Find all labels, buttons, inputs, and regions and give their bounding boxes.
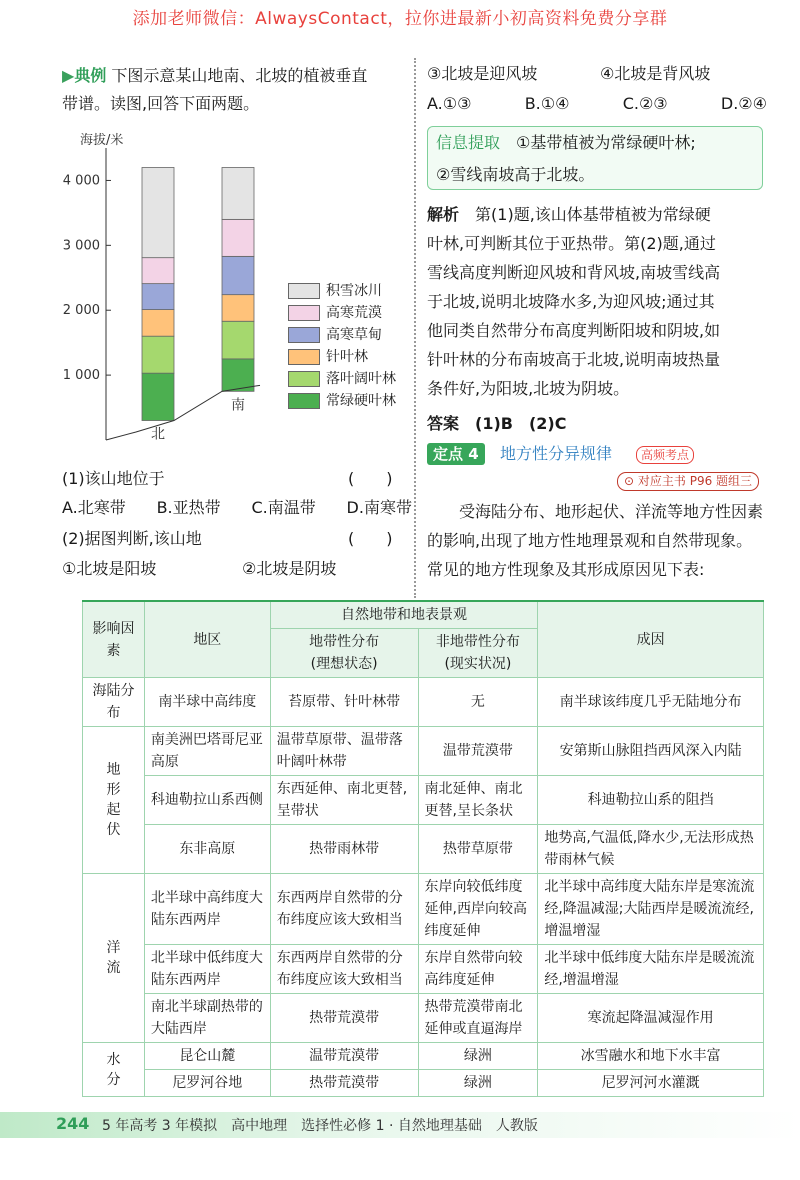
region-cell: 科迪勒拉山系西侧 [144,776,270,825]
analysis-line: 叶林,可判断其位于亚热带。第(2)题,通过 [427,234,716,253]
legend-label: 针叶林 [326,349,368,365]
legend-swatch [288,349,320,365]
table-row [83,678,764,727]
example-intro: 下图示意某山地南、北坡的植被垂直 [111,66,368,85]
bar-segment [142,336,174,373]
option-d[interactable]: D.②④ [720,94,767,113]
cause-cell: 安第斯山脉阻挡西风深入内陆 [538,727,764,776]
zonal-cell: 苔原带、针叶林带 [270,678,418,727]
header-zonal: 地带性分布 (理想状态) [270,629,418,678]
legend-item [288,302,396,324]
y-tick-label: 2 000 [62,303,100,319]
column-divider [414,58,416,598]
region-cell: 北半球中高纬度大陆东西两岸 [144,874,270,945]
nonzonal-cell: 热带草原带 [418,825,538,874]
header-nonzonal: 非地带性分布 (现实状况) [418,629,538,678]
body-line: 受海陆分布、地形起伏、洋流等地方性因素 [459,502,764,521]
analysis-line: 他同类自然带分布高度判断阳坡和阴坡,如 [427,321,721,340]
table-row [83,945,764,994]
option-a[interactable]: A.①③ [427,94,472,113]
region-cell: 南半球中高纬度 [144,678,270,727]
legend-swatch [288,283,320,299]
y-tick-label: 3 000 [62,238,100,254]
cause-cell: 南半球该纬度几乎无陆地分布 [538,678,764,727]
legend-swatch [288,393,320,409]
analysis-line: 于北坡,说明北坡降水多,为迎风坡;通过其 [427,292,715,311]
zonal-cell: 东西两岸自然带的分布纬度应该大致相当 [270,945,418,994]
page-number: 244 [56,1114,90,1133]
legend-label: 常绿硬叶林 [326,393,396,409]
analysis-line: 雪线高度判断迎风坡和背风坡,南坡雪线高 [427,263,721,282]
zonal-cell: 热带荒漠带 [270,1070,418,1097]
bar-segment [222,295,254,322]
bar-segment [142,373,174,420]
legend-label: 积雪冰川 [326,283,382,299]
region-cell: 北半球中低纬度大陆东西两岸 [144,945,270,994]
info-box [427,126,763,190]
analysis-line: 第(1)题,该山体基带植被为常绿硬 [475,205,711,224]
bar-segment [222,219,254,256]
zonal-cell: 温带草原带、温带落叶阔叶林带 [270,727,418,776]
legend-item [288,324,396,346]
question-2-options [427,92,767,116]
cause-cell: 冰雪融水和地下水丰富 [538,1043,764,1070]
legend-item [288,368,396,390]
header-factor: 影响因素 [83,601,145,678]
hot-topic-badge: 高频考点 [636,446,694,464]
table-row [83,727,764,776]
zonal-cell: 东西两岸自然带的分布纬度应该大致相当 [270,874,418,945]
option-c[interactable]: C.南温带 [251,498,316,517]
table-row [83,1070,764,1097]
watermark: 添加老师微信：AlwaysContact，拉你进最新小初高资料免费分享群 [132,9,668,29]
y-tick-label: 4 000 [62,173,100,189]
zonal-cell: 东西延伸、南北更替,呈带状 [270,776,418,825]
question-2-item-4: ④北坡是背风坡 [600,64,711,83]
factor-cell: 水分 [83,1043,145,1097]
table-row [83,1043,764,1070]
analysis-tag: 解析 [427,205,460,224]
zonal-cell: 热带雨林带 [270,825,418,874]
legend-item [288,280,396,302]
body-line: 的影响,出现了地方性地理景观和自然带现象。 [427,531,753,550]
nonzonal-cell: 东岸向较低纬度延伸,西岸向较高纬度延伸 [418,874,538,945]
cause-cell: 北半球中高纬度大陆东岸是寒流流经,降温减湿;大陆西岸是暖流流经,增温增湿 [538,874,764,945]
table-row [83,825,764,874]
example-tag: 典例 [74,66,107,85]
option-c[interactable]: C.②③ [622,94,668,113]
option-b[interactable]: B.①④ [524,94,570,113]
zonal-cell: 温带荒漠带 [270,1043,418,1070]
legend-label: 高寒荒漠 [326,305,382,321]
bar-segment [142,310,174,337]
y-axis [63,148,111,440]
category-label: 北 [151,426,165,443]
bar-segment [142,258,174,284]
option-b[interactable]: B.亚热带 [156,498,221,517]
bar-segment [222,256,254,294]
nonzonal-cell: 绿洲 [418,1043,538,1070]
bar-segment [222,359,254,391]
question-2: (2)据图判断,该山地 [62,529,202,548]
cause-cell: 科迪勒拉山系的阻挡 [538,776,764,825]
table-row [83,994,764,1043]
cause-cell: 地势高,气温低,降水少,无法形成热带雨林气候 [538,825,764,874]
nonzonal-cell: 热带荒漠带南北延伸或直逼海岸 [418,994,538,1043]
cause-cell: 尼罗河河水灌溉 [538,1070,764,1097]
legend-swatch [288,371,320,387]
bar-segment [222,167,254,219]
header-region: 地区 [144,601,270,678]
question-1: (1)该山地位于 [62,469,165,488]
answer-value: (1)B (2)C [475,414,567,433]
body-line: 常见的地方性现象及其形成原因见下表: [427,560,705,579]
question-2-item-1: ①北坡是阳坡 [62,559,157,578]
nonzonal-cell: 东岸自然带向较高纬度延伸 [418,945,538,994]
option-a[interactable]: A.北寒带 [62,498,126,517]
local-phenomena-table [82,600,764,1097]
chart-legend [288,280,396,412]
bar-segment [142,167,174,257]
info-tag: 信息提取 [436,133,501,152]
analysis [427,200,767,403]
bar-segment [142,284,174,310]
region-cell: 尼罗河谷地 [144,1070,270,1097]
legend-swatch [288,327,320,343]
reference-tag: ⊙ 对应主书 P96 题组三 [617,472,759,491]
region-cell: 南美洲巴塔哥尼亚高原 [144,727,270,776]
analysis-line: 条件好,为阳坡,北坡为阴坡。 [427,379,630,398]
nonzonal-cell: 温带荒漠带 [418,727,538,776]
legend-swatch [288,305,320,321]
factor-cell: 地形起伏 [83,727,145,874]
region-cell: 东非高原 [144,825,270,874]
example-intro-line2: 带谱。读图,回答下面两题。 [62,94,260,113]
question-2-item-3: ③北坡是迎风坡 [427,64,538,83]
answer-tag: 答案 [427,414,460,433]
question-1-options [62,496,412,520]
body-text [427,497,767,584]
factor-cell: 洋流 [83,874,145,1043]
footer-text: 5 年高考 3 年模拟 高中地理 选择性必修 1 · 自然地理基础 人教版 [102,1118,538,1134]
section-title: 地方性分异规律 [500,444,613,463]
region-cell: 南北半球副热带的大陆西岸 [144,994,270,1043]
target-icon: ⊙ [624,474,635,488]
factor-cell: 海陆分布 [83,678,145,727]
nonzonal-cell: 绿洲 [418,1070,538,1097]
category-label: 南 [231,397,245,414]
question-2-item-2: ②北坡是阴坡 [242,559,337,578]
legend-label: 落叶阔叶林 [326,371,396,387]
answer [427,412,567,436]
zonal-cell: 热带荒漠带 [270,994,418,1043]
analysis-line: 针叶林的分布南坡高于北坡,说明南坡热量 [427,350,721,369]
bars [142,167,254,420]
legend-label: 高寒草甸 [326,327,382,343]
legend-item [288,390,396,412]
example-intro-line1 [62,64,367,88]
table-row [83,874,764,945]
nonzonal-cell: 南北延伸、南北更替,呈长条状 [418,776,538,825]
header-cause: 成因 [538,601,764,678]
nonzonal-cell: 无 [418,678,538,727]
info-line-2: ②雪线南坡高于北坡。 [436,165,595,184]
info-line-1: ①基带植被为常绿硬叶林; [516,133,696,152]
bar-segment [222,321,254,359]
y-tick-label: 1 000 [62,368,100,384]
region-cell: 昆仑山麓 [144,1043,270,1070]
y-axis-label: 海拔/米 [80,133,124,148]
section-badge: 定点 4 [427,443,485,465]
cause-cell: 寒流起降温减湿作用 [538,994,764,1043]
option-d[interactable]: D.南寒带 [346,498,412,517]
legend-item [288,346,396,368]
cause-cell: 北半球中低纬度大陆东岸是暖流流经,增温增湿 [538,945,764,994]
question-2-blank: ( ) [348,529,393,548]
header-group: 自然地带和地表景观 [270,601,538,629]
table-row [83,776,764,825]
play-icon: ▶ [62,66,75,85]
question-1-blank: ( ) [348,469,393,488]
